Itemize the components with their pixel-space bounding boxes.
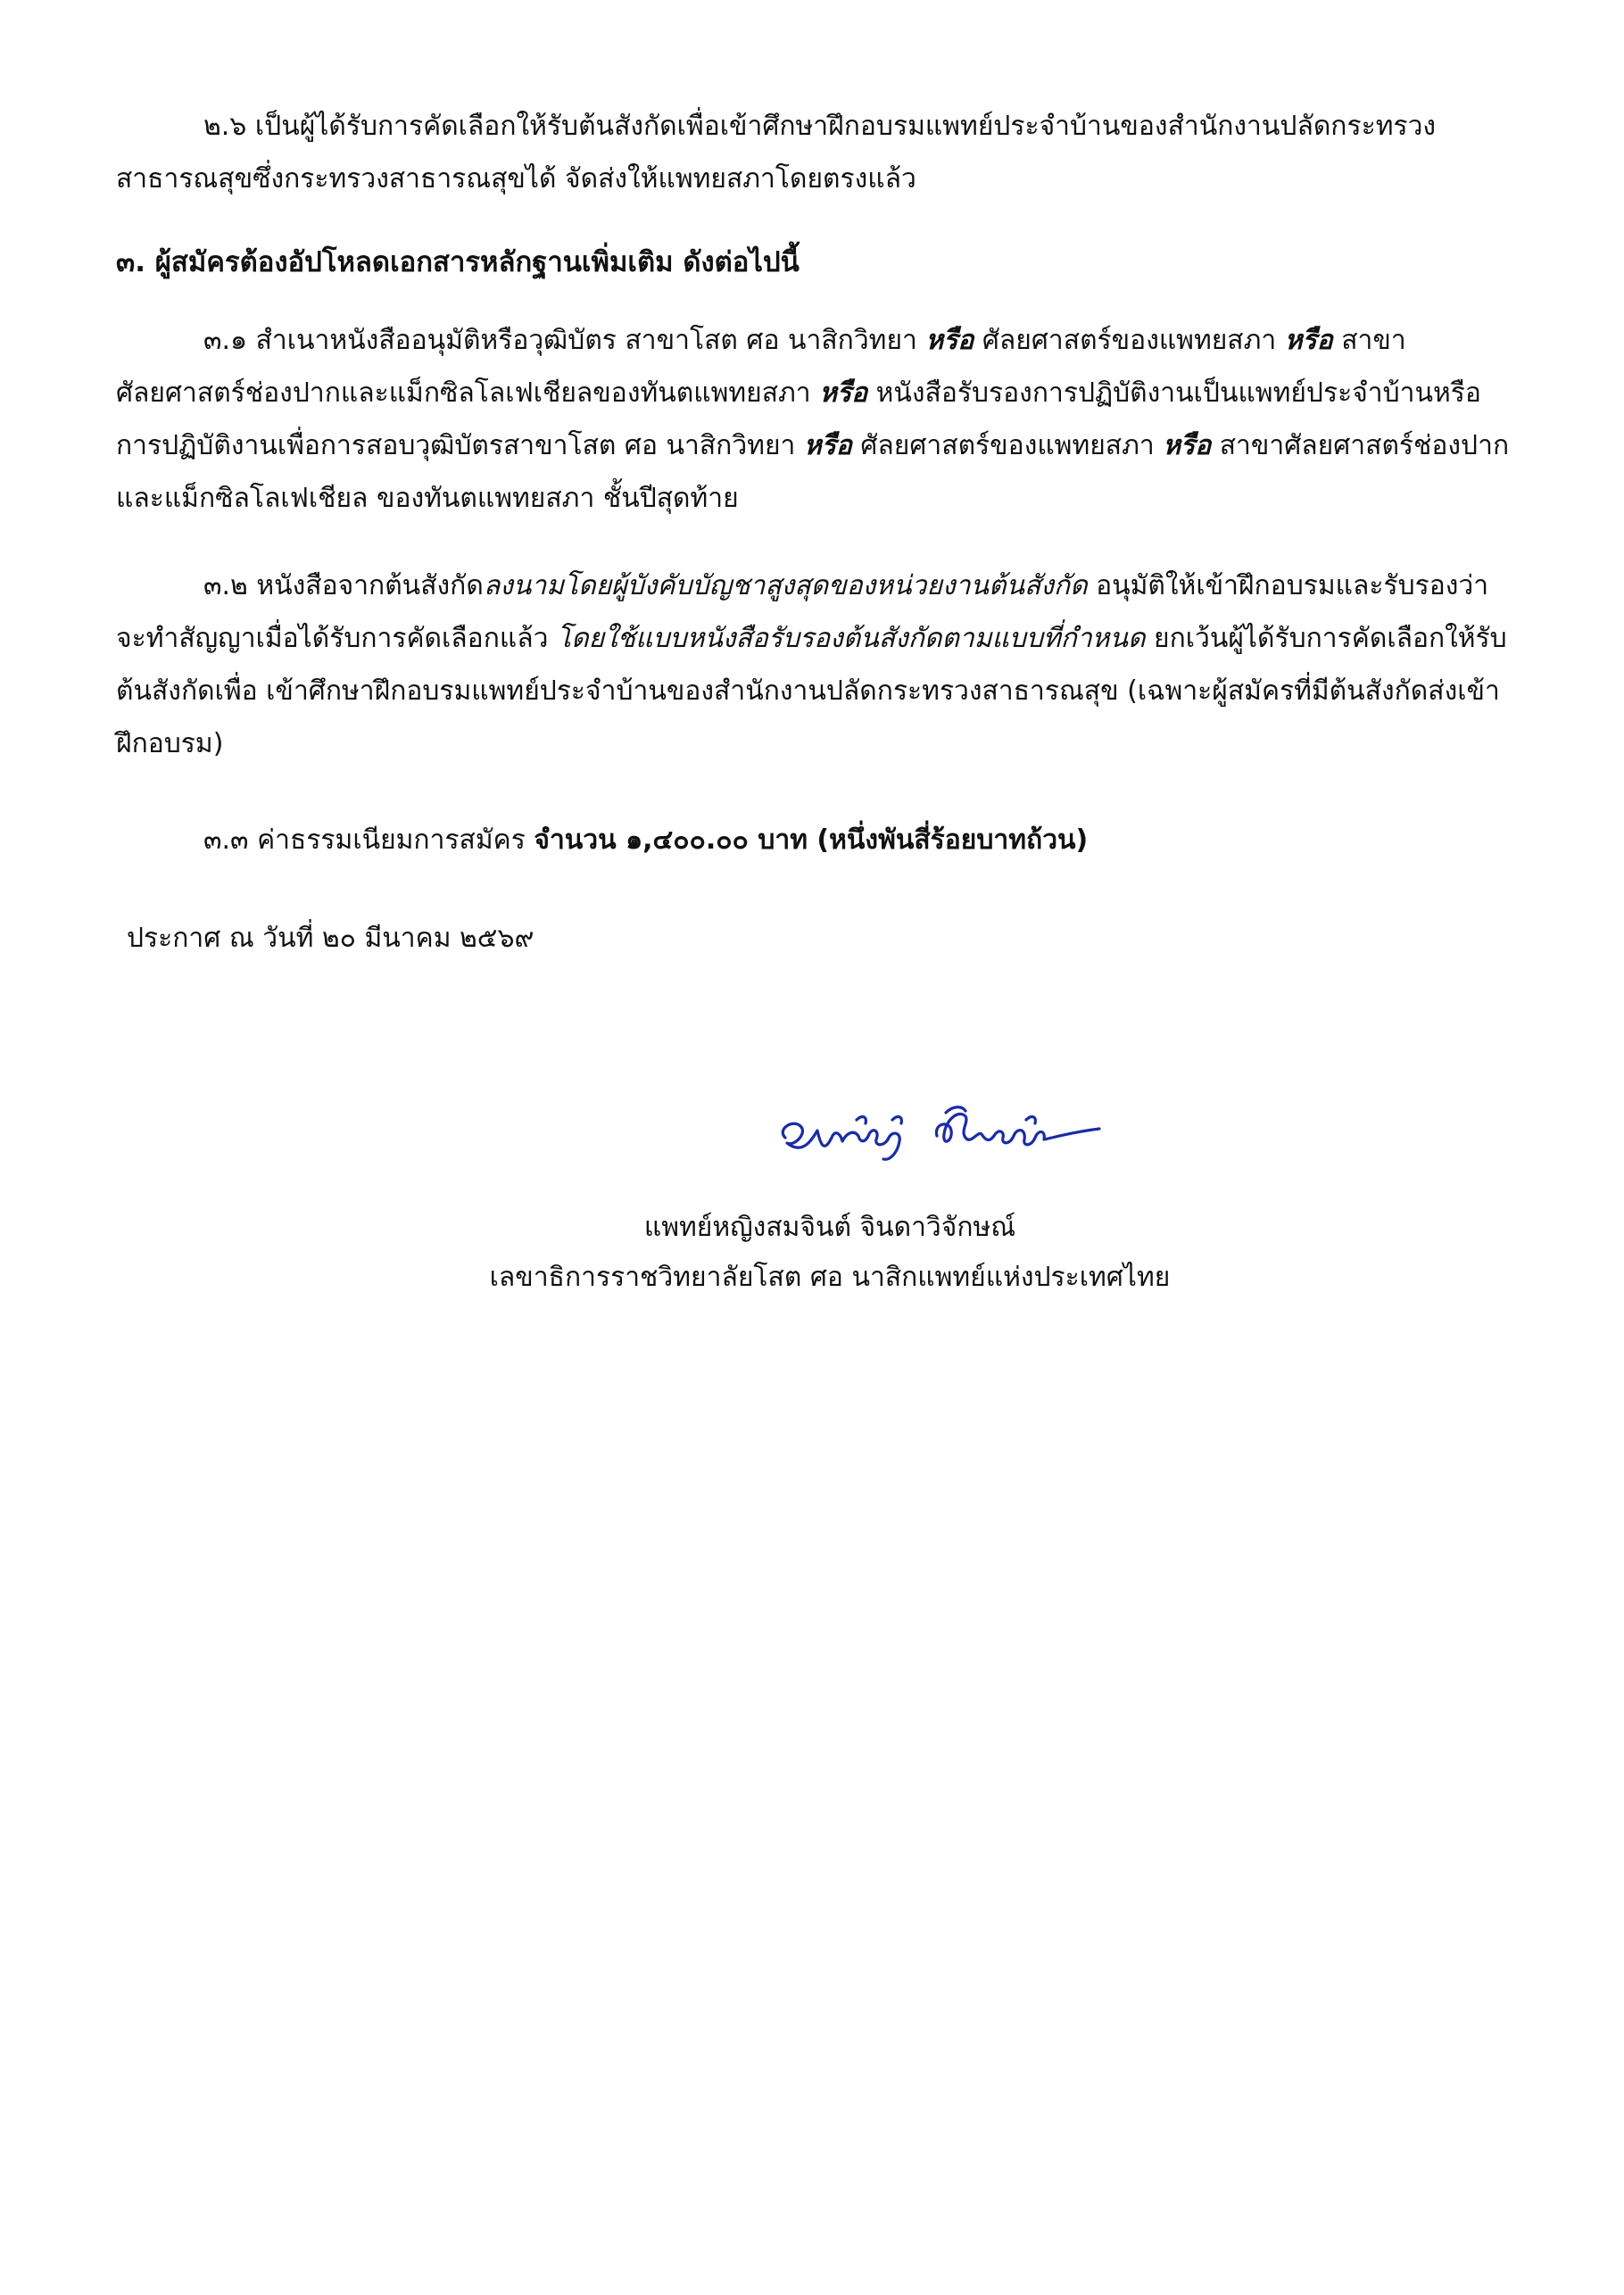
text-segment: ๓.๑ สำเนาหนังสืออนุมัติหรือวุฒิบัตร สาขาโสต ศอ นาสิกวิทยา: [203, 325, 926, 356]
paragraph-2-6-line-1: ๒.๖ เป็นผู้ได้รับการคัดเลือกให้รับต้นสังกัดเพื่อเข้าศึกษาฝึกอบรมแพทย์ประจำบ้านของสำนักงานปลัดกระทรวง: [203, 111, 1437, 142]
text-segment: จะทำสัญญาเมื่อได้รับการคัดเลือกแล้ว: [116, 623, 557, 654]
paragraph-3-2-line-3: ต้นสังกัดเพื่อ เข้าศึกษาฝึกอบรมแพทย์ประจำบ้านของสำนักงานปลัดกระทรวงสาธารณสุข (เฉพาะผู้สมัครที่มีต้นสังกัดส่งเข้า: [116, 675, 1500, 707]
text-segment: ศัลยศาสตร์ของแพทยสภา: [974, 325, 1285, 356]
text-segment: อนุมัติให้เข้าฝึกอบรมและรับรองว่า: [1087, 570, 1489, 601]
section-3-heading: ๓. ผู้สมัครต้องอัปโหลดเอกสารหลักฐานเพิ่มเติม ดังต่อไปนี้: [116, 246, 800, 278]
or-emphasis: หรือ: [925, 325, 974, 356]
fee-amount: จำนวน ๑,๔๐๐.๐๐ บาท (หนึ่งพันสี่ร้อยบาทถ้วน): [534, 824, 1089, 856]
paragraph-3-3-line-1: [116, 814, 1526, 866]
paragraph-3-2-line-2: [116, 612, 1526, 665]
text-segment: สาขาศัลยศาสตร์ช่องปาก: [1211, 430, 1510, 461]
paragraph-3-2-line-4: ฝึกอบรม): [116, 728, 224, 759]
text-segment: สาขา: [1332, 325, 1406, 356]
text-segment: ศัลยศาสตร์ของแพทยสภา: [851, 430, 1164, 461]
paragraph-3-2-line-1: [116, 559, 1526, 612]
paragraph-3-3: [116, 814, 1526, 866]
paragraph-2-6-line-2: สาธารณสุขซึ่งกระทรวงสาธารณสุขได้ จัดส่งให้แพทยสภาโดยตรงแล้ว: [116, 163, 916, 195]
handwritten-signature: [767, 1084, 1115, 1182]
or-emphasis: หรือ: [1284, 325, 1333, 356]
signer-title: เลขาธิการราชวิทยาลัยโสต ศอ นาสิกแพทย์แห่งประเทศไทย: [489, 1262, 1171, 1293]
or-emphasis: หรือ: [1163, 430, 1212, 461]
text-segment: ศัลยศาสตร์ช่องปากและแม็กซิลโลเฟเชียลของทันตแพทยสภา: [116, 377, 820, 409]
paragraph-3-1: [116, 314, 1526, 525]
text-segment: ยกเว้นผู้ได้รับการคัดเลือกให้รับ: [1145, 623, 1507, 654]
or-emphasis: หรือ: [803, 430, 852, 461]
italic-segment: ลงนามโดยผู้บังคับบัญชาสูงสุดของหน่วยงานต้นสังกัด: [483, 570, 1088, 601]
paragraph-3-1-line-4: และแม็กซิลโลเฟเชียล ของทันตแพทยสภา ชั้นปีสุดท้าย: [116, 483, 739, 514]
announcement-date: ประกาศ ณ วันที่ ๒๐ มีนาคม ๒๕๖๙: [127, 923, 534, 954]
or-emphasis: หรือ: [819, 377, 868, 409]
text-segment: ๓.๒ หนังสือจากต้นสังกัด: [203, 570, 484, 601]
paragraph-3-2: [116, 559, 1526, 770]
signer-name: แพทย์หญิงสมจินต์ จินดาวิจักษณ์: [643, 1212, 1016, 1243]
paragraph-3-1-line-3: [116, 419, 1526, 472]
text-segment: การปฏิบัติงานเพื่อการสอบวุฒิบัตรสาขาโสต ศอ นาสิกวิทยา: [116, 430, 804, 461]
text-segment: หนังสือรับรองการปฏิบัติงานเป็นแพทย์ประจำบ้านหรือ: [867, 377, 1481, 409]
paragraph-3-1-line-2: [116, 367, 1526, 419]
italic-segment: โดยใช้แบบหนังสือรับรองต้นสังกัดตามแบบที่กำหนด: [556, 623, 1146, 654]
paragraph-3-1-line-1: [116, 314, 1526, 367]
paragraph-2-6: [116, 100, 1526, 205]
text-segment: ๓.๓ ค่าธรรมเนียมการสมัคร: [203, 824, 534, 856]
